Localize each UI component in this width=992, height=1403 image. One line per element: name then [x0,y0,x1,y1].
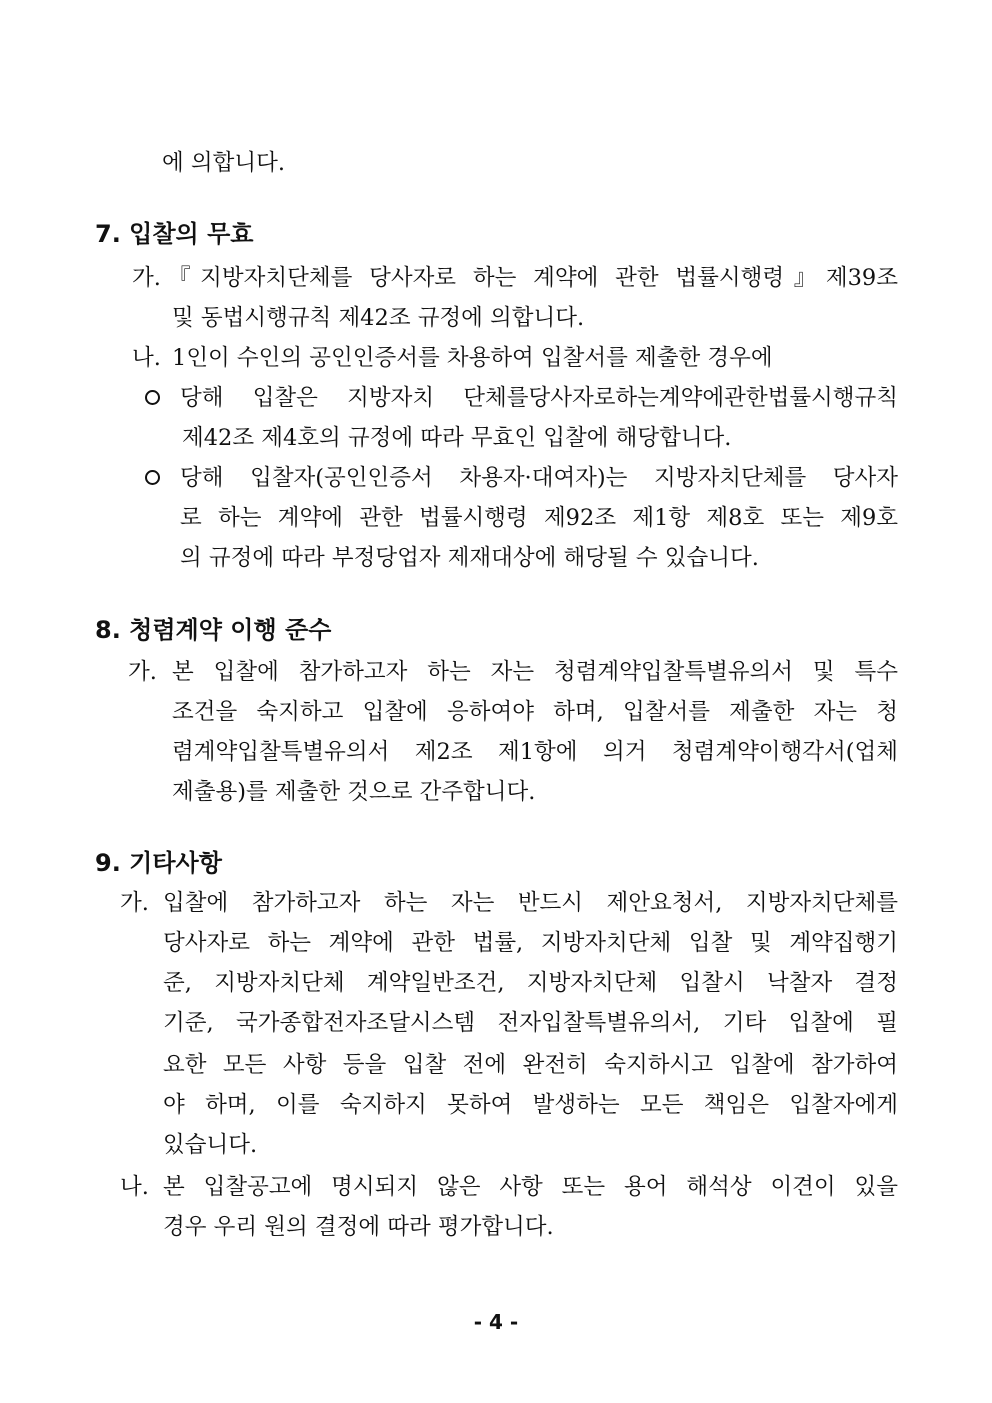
section-8-item-ga-line: 렴계약입찰특별유의서 제2조 제1항에 의거 청렴계약이행각서(업체 [172,739,898,765]
section-7-item-ga-marker: 가. [132,265,161,291]
section-9-item-ga-line: 기준, 국가종합전자조달시스템 전자입찰특별유의서, 기타 입찰에 필 [163,1010,898,1036]
section-8-item-ga-line: 본 입찰에 참가하고자 하는 자는 청렴계약입찰특별유의서 및 특수 [172,659,898,685]
section-8-heading: 8. 청렴계약 이행 준수 [95,616,332,644]
section-7-bullet-2-line: 로 하는 계약에 관한 법률시행령 제92조 제1항 제8호 또는 제9호 [180,505,898,531]
bullet-circle-icon [145,470,160,485]
section-9-item-ga-line: 당사자로 하는 계약에 관한 법률, 지방자치단체 입찰 및 계약집행기 [163,930,898,956]
section-9-heading: 9. 기타사항 [95,849,222,877]
page-number: - 4 - [473,1310,519,1334]
section-9-item-ga-marker: 가. [120,890,149,916]
section-7-item-na-line: 1인이 수인의 공인인증서를 차용하여 입찰서를 제출한 경우에 [172,345,773,371]
section-9-item-na-line: 경우 우리 원의 결정에 따라 평가합니다. [163,1214,554,1240]
section-9-item-ga-line: 있습니다. [163,1132,258,1158]
section-7-bullet-1-line: 제42조 제4호의 규정에 따라 무효인 입찰에 해당합니다. [182,425,732,451]
section-9-item-na-marker: 나. [120,1174,149,1200]
section-7-bullet-2-line: 의 규정에 따라 부정당업자 제재대상에 해당될 수 있습니다. [180,545,759,571]
section-7-bullet-2-line: 당해 입찰자(공인인증서 차용자·대여자)는 지방자치단체를 당사자 [180,465,898,491]
section-7-item-na-marker: 나. [132,345,161,371]
section-9-item-ga-line: 요한 모든 사항 등을 입찰 전에 완전히 숙지하시고 입찰에 참가하여 [163,1052,898,1078]
section-9-item-ga-line: 야 하며, 이를 숙지하지 못하여 발생하는 모든 책임은 입찰자에게 [163,1092,898,1118]
section-9-item-ga-line: 준, 지방자치단체 계약일반조건, 지방자치단체 입찰시 낙찰자 결정 [163,970,898,996]
section-9-item-ga-line: 입찰에 참가하고자 하는 자는 반드시 제안요청서, 지방자치단체를 [163,890,898,916]
section-8-item-ga-line: 조건을 숙지하고 입찰에 응하여야 하며, 입찰서를 제출한 자는 청 [172,699,898,725]
section-7-heading: 7. 입찰의 무효 [95,220,254,248]
section-7-item-ga-line: 및 동법시행규칙 제42조 규정에 의합니다. [172,305,585,331]
section-9-item-na-line: 본 입찰공고에 명시되지 않은 사항 또는 용어 해석상 이견이 있을 [163,1174,898,1200]
section-7-bullet-1-line: 당해 입찰은 지방자치 단체를당사자로하는계약에관한법률시행규칙 [180,385,898,411]
continuation-text: 에 의합니다. [162,150,285,176]
bullet-circle-icon [145,390,160,405]
section-8-item-ga-marker: 가. [128,659,157,685]
section-7-item-ga-line: 『지방자치단체를 당사자로 하는 계약에 관한 법률시행령』제39조 [168,265,898,291]
section-8-item-ga-line: 제출용)를 제출한 것으로 간주합니다. [172,779,536,805]
